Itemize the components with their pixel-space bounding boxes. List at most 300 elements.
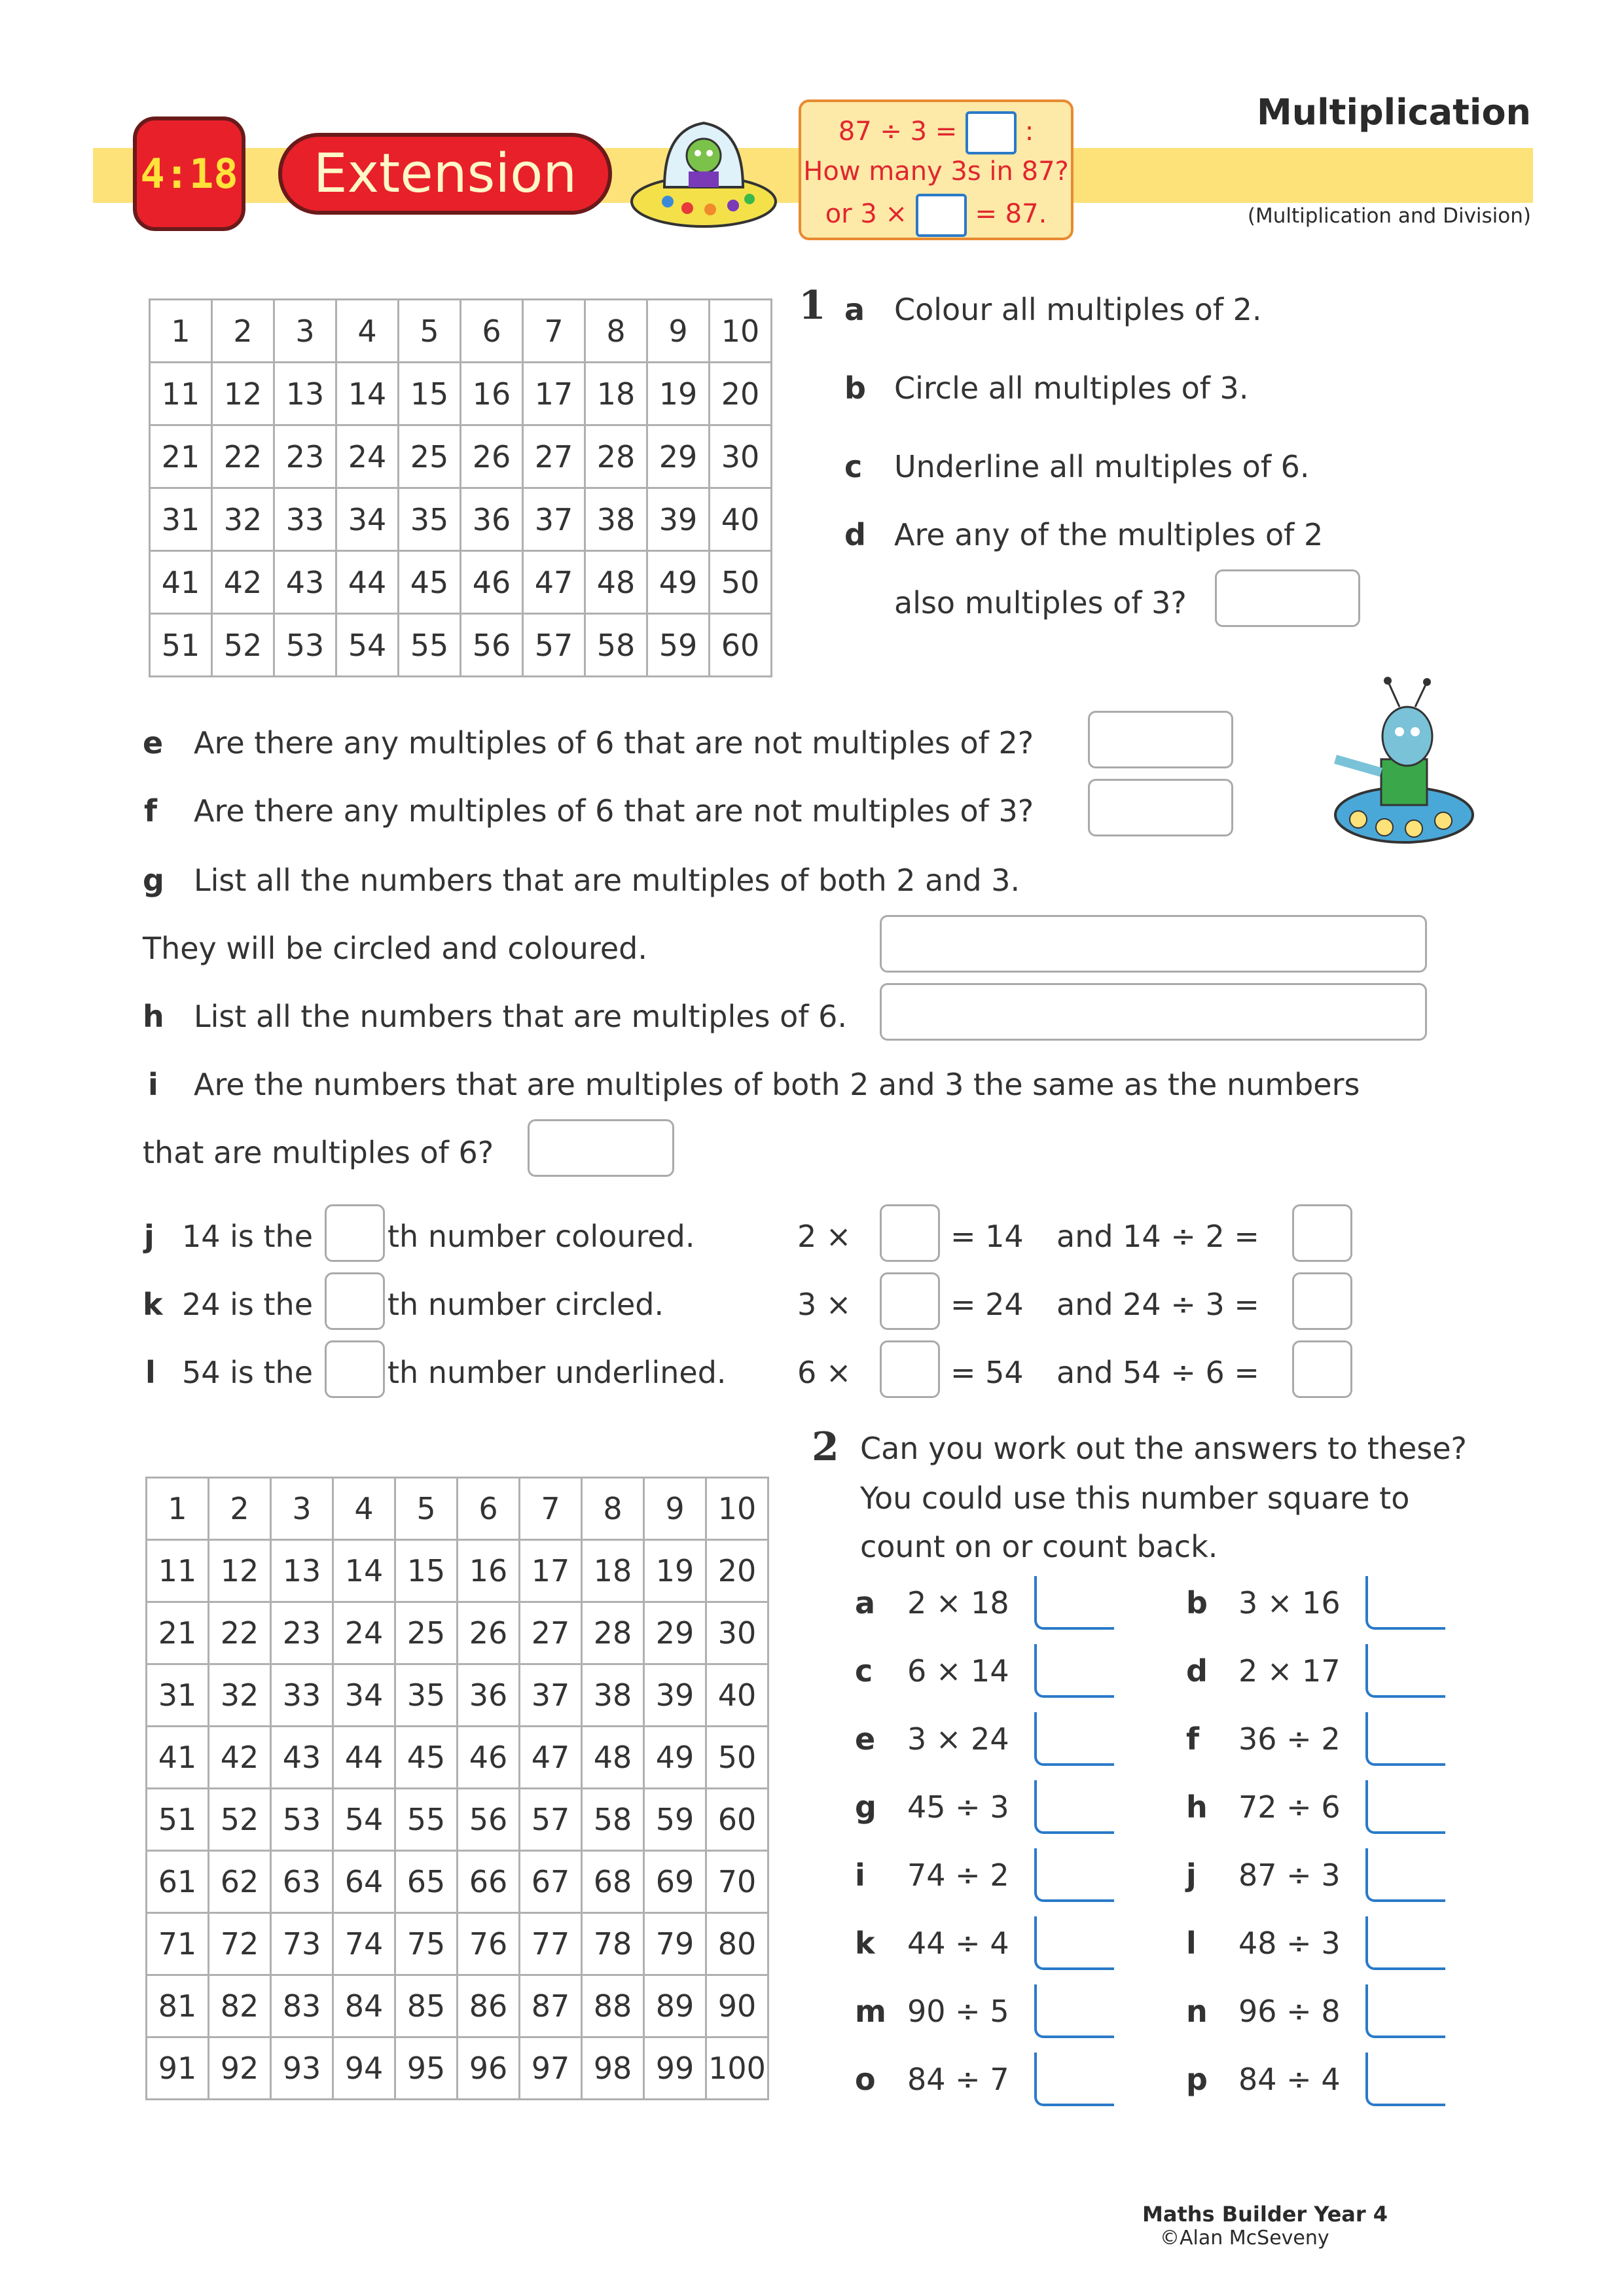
grid-cell[interactable]: 61 (147, 1851, 209, 1913)
grid-cell[interactable]: 38 (585, 488, 647, 551)
alien-pointing-ufo-icon (1316, 674, 1479, 851)
grid-cell[interactable]: 11 (150, 363, 212, 425)
q2-item-expression: 84 ÷ 7 (907, 2062, 1009, 2097)
q2-item-letter: o (855, 2062, 876, 2097)
grid-cell[interactable]: 30 (710, 425, 772, 488)
grid-cell[interactable]: 75 (395, 1913, 458, 1975)
grid-cell[interactable]: 70 (706, 1851, 768, 1913)
q1k-pre: 24 is the (182, 1287, 314, 1322)
grid-cell[interactable]: 33 (274, 488, 336, 551)
q2-item-expression: 3 × 24 (907, 1721, 1009, 1757)
grid-row (150, 614, 772, 677)
grid-cell[interactable]: 5 (395, 1478, 458, 1540)
grid-row (147, 1975, 768, 2037)
grid-cell[interactable]: 4 (336, 300, 399, 363)
grid-row (147, 1602, 768, 1664)
q2-item-letter: p (1186, 2062, 1208, 2097)
q2-item-expression: 45 ÷ 3 (907, 1789, 1009, 1825)
grid-cell[interactable]: 49 (644, 1727, 706, 1789)
q2-answer-bracket[interactable] (1365, 1576, 1445, 1630)
grid-cell[interactable]: 34 (336, 488, 399, 551)
grid-row (147, 1789, 768, 1851)
q1j-pre: 14 is the (182, 1219, 314, 1254)
grid-cell[interactable]: 63 (271, 1851, 333, 1913)
grid-cell[interactable]: 59 (647, 614, 710, 677)
grid-cell[interactable]: 62 (209, 1851, 271, 1913)
hint-line1: 87 ÷ 3 = (838, 117, 958, 147)
grid-cell[interactable]: 7 (520, 1478, 582, 1540)
q2-item-letter: b (1186, 1585, 1208, 1621)
q1d-answer-box[interactable] (1215, 569, 1360, 627)
grid-cell[interactable]: 92 (209, 2037, 271, 2100)
grid-cell[interactable]: 49 (647, 551, 710, 614)
grid-cell[interactable]: 78 (582, 1913, 644, 1975)
grid-cell[interactable]: 87 (520, 1975, 582, 2037)
grid-cell[interactable]: 52 (212, 614, 274, 677)
grid-cell[interactable]: 56 (458, 1789, 520, 1851)
grid-cell[interactable]: 93 (271, 2037, 333, 2100)
q2-item-f (1186, 1721, 1341, 1757)
grid-cell[interactable]: 99 (644, 2037, 706, 2100)
grid-cell[interactable]: 57 (523, 614, 585, 677)
grid-cell[interactable]: 55 (395, 1789, 458, 1851)
grid-cell[interactable]: 65 (395, 1851, 458, 1913)
grid-row (147, 1478, 768, 1540)
grid-cell[interactable]: 14 (336, 363, 399, 425)
grid-cell[interactable]: 25 (395, 1602, 458, 1664)
grid-cell[interactable]: 20 (706, 1540, 768, 1602)
grid-cell[interactable]: 13 (274, 363, 336, 425)
grid-cell[interactable]: 50 (706, 1727, 768, 1789)
q2-item-e (855, 1721, 1009, 1757)
hint-line1-suffix: : (1024, 117, 1034, 147)
grid-cell[interactable]: 84 (333, 1975, 395, 2037)
q1k-eq1-pre: 3 × (797, 1287, 852, 1322)
q1i-text-1: Are the numbers that are multiples of both 2 and 3 the same as the numbers (194, 1067, 1360, 1102)
grid-cell[interactable]: 20 (710, 363, 772, 425)
grid-cell[interactable]: 98 (582, 2037, 644, 2100)
q2-answer-bracket[interactable] (1034, 1984, 1114, 2038)
q1j-quotient-box[interactable] (1292, 1204, 1352, 1262)
q1i-letter: i (148, 1067, 158, 1102)
q1j-eq1-post: = 14 (950, 1219, 1024, 1254)
grid-cell[interactable]: 33 (271, 1664, 333, 1727)
grid-cell[interactable]: 68 (582, 1851, 644, 1913)
grid-cell[interactable]: 91 (147, 2037, 209, 2100)
grid-row (150, 363, 772, 425)
hint-line3-prefix: or 3 × (825, 199, 908, 229)
grid-row (147, 1664, 768, 1727)
q2-item-g (855, 1789, 1009, 1825)
q1h-letter: h (143, 999, 164, 1034)
grid-cell[interactable]: 34 (333, 1664, 395, 1727)
q2-item-letter: m (855, 1994, 886, 2029)
grid-cell[interactable]: 36 (458, 1664, 520, 1727)
q1i-answer-box[interactable] (528, 1119, 674, 1177)
grid-cell[interactable]: 18 (582, 1540, 644, 1602)
grid-cell[interactable]: 42 (212, 551, 274, 614)
q2-answer-bracket[interactable] (1365, 1644, 1445, 1698)
grid-cell[interactable]: 58 (582, 1789, 644, 1851)
hint-answer-box (965, 111, 1017, 154)
grid-row (150, 551, 772, 614)
grid-cell[interactable]: 85 (395, 1975, 458, 2037)
number-grid-60 (149, 298, 772, 677)
q2-answer-bracket[interactable] (1365, 1848, 1445, 1902)
q2-item-p (1186, 2062, 1341, 2097)
q1e-text: Are there any multiples of 6 that are not multiples of 2? (194, 725, 1034, 761)
grid-cell[interactable]: 77 (520, 1913, 582, 1975)
grid-cell[interactable]: 76 (458, 1913, 520, 1975)
grid-cell[interactable]: 19 (644, 1540, 706, 1602)
q1l-pre: 54 is the (182, 1355, 314, 1390)
q2-item-letter: h (1186, 1789, 1208, 1825)
q1j-multiplier-box[interactable] (880, 1204, 940, 1262)
q1k-eq2: and 24 ÷ 3 = (1056, 1287, 1259, 1322)
grid-row (147, 1540, 768, 1602)
grid-cell[interactable]: 10 (706, 1478, 768, 1540)
q2-item-expression: 90 ÷ 5 (907, 1994, 1009, 2029)
grid-cell[interactable]: 18 (585, 363, 647, 425)
grid-cell[interactable]: 46 (461, 551, 523, 614)
grid-cell[interactable]: 16 (458, 1540, 520, 1602)
grid-row (150, 488, 772, 551)
grid-cell[interactable]: 83 (271, 1975, 333, 2037)
grid-cell[interactable]: 26 (461, 425, 523, 488)
q2-item-letter: g (855, 1789, 876, 1825)
grid-cell[interactable]: 37 (520, 1664, 582, 1727)
q2-item-k (855, 1926, 1009, 1961)
grid-cell[interactable]: 31 (147, 1664, 209, 1727)
grid-cell[interactable]: 94 (333, 2037, 395, 2100)
q1g-text-2: They will be circled and coloured. (143, 931, 647, 966)
grid-cell[interactable]: 8 (582, 1478, 644, 1540)
q2-item-expression: 36 ÷ 2 (1238, 1721, 1341, 1757)
q1l-eq1-pre: 6 × (797, 1355, 852, 1390)
q2-item-expression: 3 × 16 (1238, 1585, 1341, 1621)
grid-cell[interactable]: 48 (582, 1727, 644, 1789)
grid-cell[interactable]: 96 (458, 2037, 520, 2100)
q1k-quotient-box[interactable] (1292, 1272, 1352, 1330)
grid-cell[interactable]: 8 (585, 300, 647, 363)
q2-item-letter: l (1186, 1926, 1197, 1961)
q1h-answer-box[interactable] (880, 983, 1427, 1041)
q1d-letter: d (844, 517, 866, 552)
grid-cell[interactable]: 57 (520, 1789, 582, 1851)
q1d-text-2: also multiples of 3? (894, 585, 1187, 620)
q2-answer-bracket[interactable] (1034, 1916, 1114, 1970)
q1j-position-box[interactable] (325, 1204, 385, 1262)
grid-cell[interactable]: 69 (644, 1851, 706, 1913)
q2-item-h (1186, 1789, 1341, 1825)
grid-cell[interactable]: 39 (644, 1664, 706, 1727)
q2-item-letter: k (855, 1926, 875, 1961)
alien-ufo-icon (628, 103, 779, 234)
q1l-letter: l (145, 1355, 156, 1390)
grid-cell[interactable]: 39 (647, 488, 710, 551)
grid-cell[interactable]: 47 (520, 1727, 582, 1789)
grid-cell[interactable]: 54 (336, 614, 399, 677)
grid-cell[interactable]: 29 (644, 1602, 706, 1664)
grid-cell[interactable]: 17 (523, 363, 585, 425)
q2-item-n (1186, 1994, 1341, 2029)
q1k-eq1-post: = 24 (950, 1287, 1024, 1322)
q2-item-letter: c (855, 1653, 873, 1689)
grid-cell[interactable]: 2 (212, 300, 274, 363)
grid-cell[interactable]: 28 (582, 1602, 644, 1664)
grid-cell[interactable]: 14 (333, 1540, 395, 1602)
grid-cell[interactable]: 73 (271, 1913, 333, 1975)
grid-cell[interactable]: 16 (461, 363, 523, 425)
grid-cell[interactable]: 29 (647, 425, 710, 488)
grid-cell[interactable]: 9 (647, 300, 710, 363)
q2-item-o (855, 2062, 1009, 2097)
grid-cell[interactable]: 50 (710, 551, 772, 614)
grid-row (150, 425, 772, 488)
grid-cell[interactable]: 45 (395, 1727, 458, 1789)
q2-answer-bracket[interactable] (1034, 1644, 1114, 1698)
grid-cell[interactable]: 22 (209, 1602, 271, 1664)
q1f-text: Are there any multiples of 6 that are not multiples of 3? (194, 793, 1034, 829)
q1k-position-box[interactable] (325, 1272, 385, 1330)
q1h-text: List all the numbers that are multiples of 6. (194, 999, 847, 1034)
question-2-number: 2 (812, 1424, 839, 1470)
q2-item-expression: 84 ÷ 4 (1238, 2062, 1341, 2097)
q2-item-letter: j (1186, 1857, 1197, 1893)
q2-item-letter: i (855, 1857, 865, 1893)
grid-cell[interactable]: 12 (212, 363, 274, 425)
q1f-answer-box[interactable] (1088, 779, 1233, 836)
grid-cell[interactable]: 27 (523, 425, 585, 488)
grid-cell[interactable]: 53 (274, 614, 336, 677)
q1k-post: th number circled. (388, 1287, 664, 1322)
q2-item-letter: n (1186, 1994, 1208, 2029)
q1g-letter: g (143, 863, 164, 898)
grid-cell[interactable]: 46 (458, 1727, 520, 1789)
q1g-answer-box[interactable] (880, 915, 1427, 973)
grid-cell[interactable]: 24 (336, 425, 399, 488)
q2-item-m (855, 1994, 1009, 2029)
grid-cell[interactable]: 53 (271, 1789, 333, 1851)
q2-answer-bracket[interactable] (1034, 1576, 1114, 1630)
grid-cell[interactable]: 51 (147, 1789, 209, 1851)
q1l-eq1-post: = 54 (950, 1355, 1024, 1390)
grid-cell[interactable]: 13 (271, 1540, 333, 1602)
grid-cell[interactable]: 47 (523, 551, 585, 614)
q2-item-letter: e (855, 1721, 876, 1757)
grid-cell[interactable]: 56 (461, 614, 523, 677)
grid-cell[interactable]: 35 (399, 488, 461, 551)
q2-item-c (855, 1653, 1009, 1689)
q1j-post: th number coloured. (388, 1219, 695, 1254)
q2-item-b (1186, 1585, 1341, 1621)
question-1-number: 1 (799, 283, 826, 329)
grid-cell[interactable]: 37 (523, 488, 585, 551)
grid-cell[interactable]: 86 (458, 1975, 520, 2037)
grid-cell[interactable]: 48 (585, 551, 647, 614)
q1e-answer-box[interactable] (1088, 711, 1233, 768)
grid-cell[interactable]: 74 (333, 1913, 395, 1975)
grid-cell[interactable]: 55 (399, 614, 461, 677)
grid-cell[interactable]: 28 (585, 425, 647, 488)
q1a-text: Colour all multiples of 2. (894, 292, 1262, 327)
grid-cell[interactable]: 90 (706, 1975, 768, 2037)
q1c-letter: c (844, 449, 863, 484)
q2-answer-bracket[interactable] (1365, 1916, 1445, 1970)
grid-cell[interactable]: 40 (706, 1664, 768, 1727)
grid-cell[interactable]: 32 (209, 1664, 271, 1727)
grid-cell[interactable]: 4 (333, 1478, 395, 1540)
grid-cell[interactable]: 5 (399, 300, 461, 363)
grid-cell[interactable]: 89 (644, 1975, 706, 2037)
q1l-multiplier-box[interactable] (880, 1340, 940, 1398)
q2-item-d (1186, 1653, 1341, 1689)
grid-cell[interactable]: 23 (274, 425, 336, 488)
grid-cell[interactable]: 25 (399, 425, 461, 488)
q1l-quotient-box[interactable] (1292, 1340, 1352, 1398)
grid-cell[interactable]: 15 (395, 1540, 458, 1602)
grid-cell[interactable]: 95 (395, 2037, 458, 2100)
grid-cell[interactable]: 10 (710, 300, 772, 363)
grid-cell[interactable]: 17 (520, 1540, 582, 1602)
q1c-text: Underline all multiples of 6. (894, 449, 1310, 484)
q2-item-i (855, 1857, 1009, 1893)
grid-row (147, 1913, 768, 1975)
q2-item-expression: 72 ÷ 6 (1238, 1789, 1341, 1825)
grid-cell[interactable]: 79 (644, 1913, 706, 1975)
q2-answer-bracket[interactable] (1034, 1848, 1114, 1902)
q1j-eq2: and 14 ÷ 2 = (1056, 1219, 1259, 1254)
q1f-letter: f (144, 793, 158, 829)
grid-cell[interactable]: 36 (461, 488, 523, 551)
q1b-letter: b (844, 370, 866, 406)
grid-row (147, 1727, 768, 1789)
grid-cell[interactable]: 44 (333, 1727, 395, 1789)
q2-item-l (1186, 1926, 1341, 1961)
q2-item-expression: 2 × 18 (907, 1585, 1009, 1621)
grid-cell[interactable]: 19 (647, 363, 710, 425)
grid-cell[interactable]: 6 (458, 1478, 520, 1540)
number-grid-100 (145, 1477, 769, 2100)
grid-cell[interactable]: 58 (585, 614, 647, 677)
grid-cell[interactable]: 6 (461, 300, 523, 363)
grid-cell[interactable]: 35 (395, 1664, 458, 1727)
footer-copyright: ©Alan McSeveny (1160, 2227, 1329, 2250)
grid-cell[interactable]: 54 (333, 1789, 395, 1851)
grid-cell[interactable]: 1 (147, 1478, 209, 1540)
grid-cell[interactable]: 38 (582, 1664, 644, 1727)
grid-cell[interactable]: 24 (333, 1602, 395, 1664)
grid-cell[interactable]: 72 (209, 1913, 271, 1975)
grid-cell[interactable]: 22 (212, 425, 274, 488)
q2-item-expression: 6 × 14 (907, 1653, 1009, 1689)
lesson-badge: 4:18 (133, 117, 245, 231)
grid-cell[interactable]: 31 (150, 488, 212, 551)
grid-cell[interactable]: 23 (271, 1602, 333, 1664)
grid-cell[interactable]: 100 (706, 2037, 768, 2100)
grid-cell[interactable]: 88 (582, 1975, 644, 2037)
q2-answer-bracket[interactable] (1365, 2053, 1445, 2106)
grid-cell[interactable]: 81 (147, 1975, 209, 2037)
grid-cell[interactable]: 2 (209, 1478, 271, 1540)
q2-answer-bracket[interactable] (1365, 1780, 1445, 1834)
grid-cell[interactable]: 67 (520, 1851, 582, 1913)
grid-cell[interactable]: 43 (271, 1727, 333, 1789)
grid-row (150, 300, 772, 363)
grid-cell[interactable]: 30 (706, 1602, 768, 1664)
grid-cell[interactable]: 43 (274, 551, 336, 614)
grid-cell[interactable]: 41 (150, 551, 212, 614)
q2-answer-bracket[interactable] (1034, 1780, 1114, 1834)
q1b-text: Circle all multiples of 3. (894, 370, 1249, 406)
grid-cell[interactable]: 26 (458, 1602, 520, 1664)
grid-cell[interactable]: 9 (644, 1478, 706, 1540)
q2-item-letter: f (1186, 1721, 1200, 1757)
grid-cell[interactable]: 80 (706, 1913, 768, 1975)
grid-cell[interactable]: 60 (710, 614, 772, 677)
q2-item-letter: d (1186, 1653, 1208, 1689)
q1a-letter: a (844, 292, 865, 327)
q2-line1: Can you work out the answers to these? (860, 1431, 1467, 1466)
grid-cell[interactable]: 71 (147, 1913, 209, 1975)
q2-item-j (1186, 1857, 1341, 1893)
grid-cell[interactable]: 21 (147, 1602, 209, 1664)
q2-line3: count on or count back. (860, 1529, 1218, 1564)
grid-cell[interactable]: 32 (212, 488, 274, 551)
q1k-letter: k (143, 1287, 163, 1322)
q2-item-expression: 48 ÷ 3 (1238, 1926, 1341, 1961)
q2-item-letter: a (855, 1585, 876, 1621)
grid-cell[interactable]: 40 (710, 488, 772, 551)
grid-cell[interactable]: 44 (336, 551, 399, 614)
grid-cell[interactable]: 52 (209, 1789, 271, 1851)
q2-answer-bracket[interactable] (1365, 1712, 1445, 1766)
extension-label: Extension (278, 133, 612, 215)
grid-cell[interactable]: 1 (150, 300, 212, 363)
grid-cell[interactable]: 12 (209, 1540, 271, 1602)
grid-cell[interactable]: 60 (706, 1789, 768, 1851)
grid-cell[interactable]: 41 (147, 1727, 209, 1789)
grid-cell[interactable]: 45 (399, 551, 461, 614)
grid-cell[interactable]: 3 (274, 300, 336, 363)
hint-multiplier-box (916, 194, 967, 237)
q2-answer-bracket[interactable] (1034, 1712, 1114, 1766)
grid-cell[interactable]: 59 (644, 1789, 706, 1851)
grid-cell[interactable]: 3 (271, 1478, 333, 1540)
q2-item-expression: 74 ÷ 2 (907, 1857, 1009, 1893)
q1j-letter: j (144, 1219, 154, 1254)
grid-cell[interactable]: 15 (399, 363, 461, 425)
grid-cell[interactable]: 64 (333, 1851, 395, 1913)
grid-cell[interactable]: 21 (150, 425, 212, 488)
q2-line2: You could use this number square to (860, 1480, 1410, 1516)
grid-cell[interactable]: 82 (209, 1975, 271, 2037)
grid-cell[interactable]: 97 (520, 2037, 582, 2100)
hint-line3-suffix: = 87. (975, 199, 1047, 229)
grid-cell[interactable]: 42 (209, 1727, 271, 1789)
q2-item-expression: 44 ÷ 4 (907, 1926, 1009, 1961)
q2-answer-bracket[interactable] (1034, 2053, 1114, 2106)
q2-item-expression: 2 × 17 (1238, 1653, 1341, 1689)
grid-cell[interactable]: 27 (520, 1602, 582, 1664)
grid-cell[interactable]: 7 (523, 300, 585, 363)
grid-cell[interactable]: 66 (458, 1851, 520, 1913)
grid-cell[interactable]: 11 (147, 1540, 209, 1602)
grid-cell[interactable]: 51 (150, 614, 212, 677)
q1k-multiplier-box[interactable] (880, 1272, 940, 1330)
q1l-position-box[interactable] (325, 1340, 385, 1398)
q2-answer-bracket[interactable] (1365, 1984, 1445, 2038)
